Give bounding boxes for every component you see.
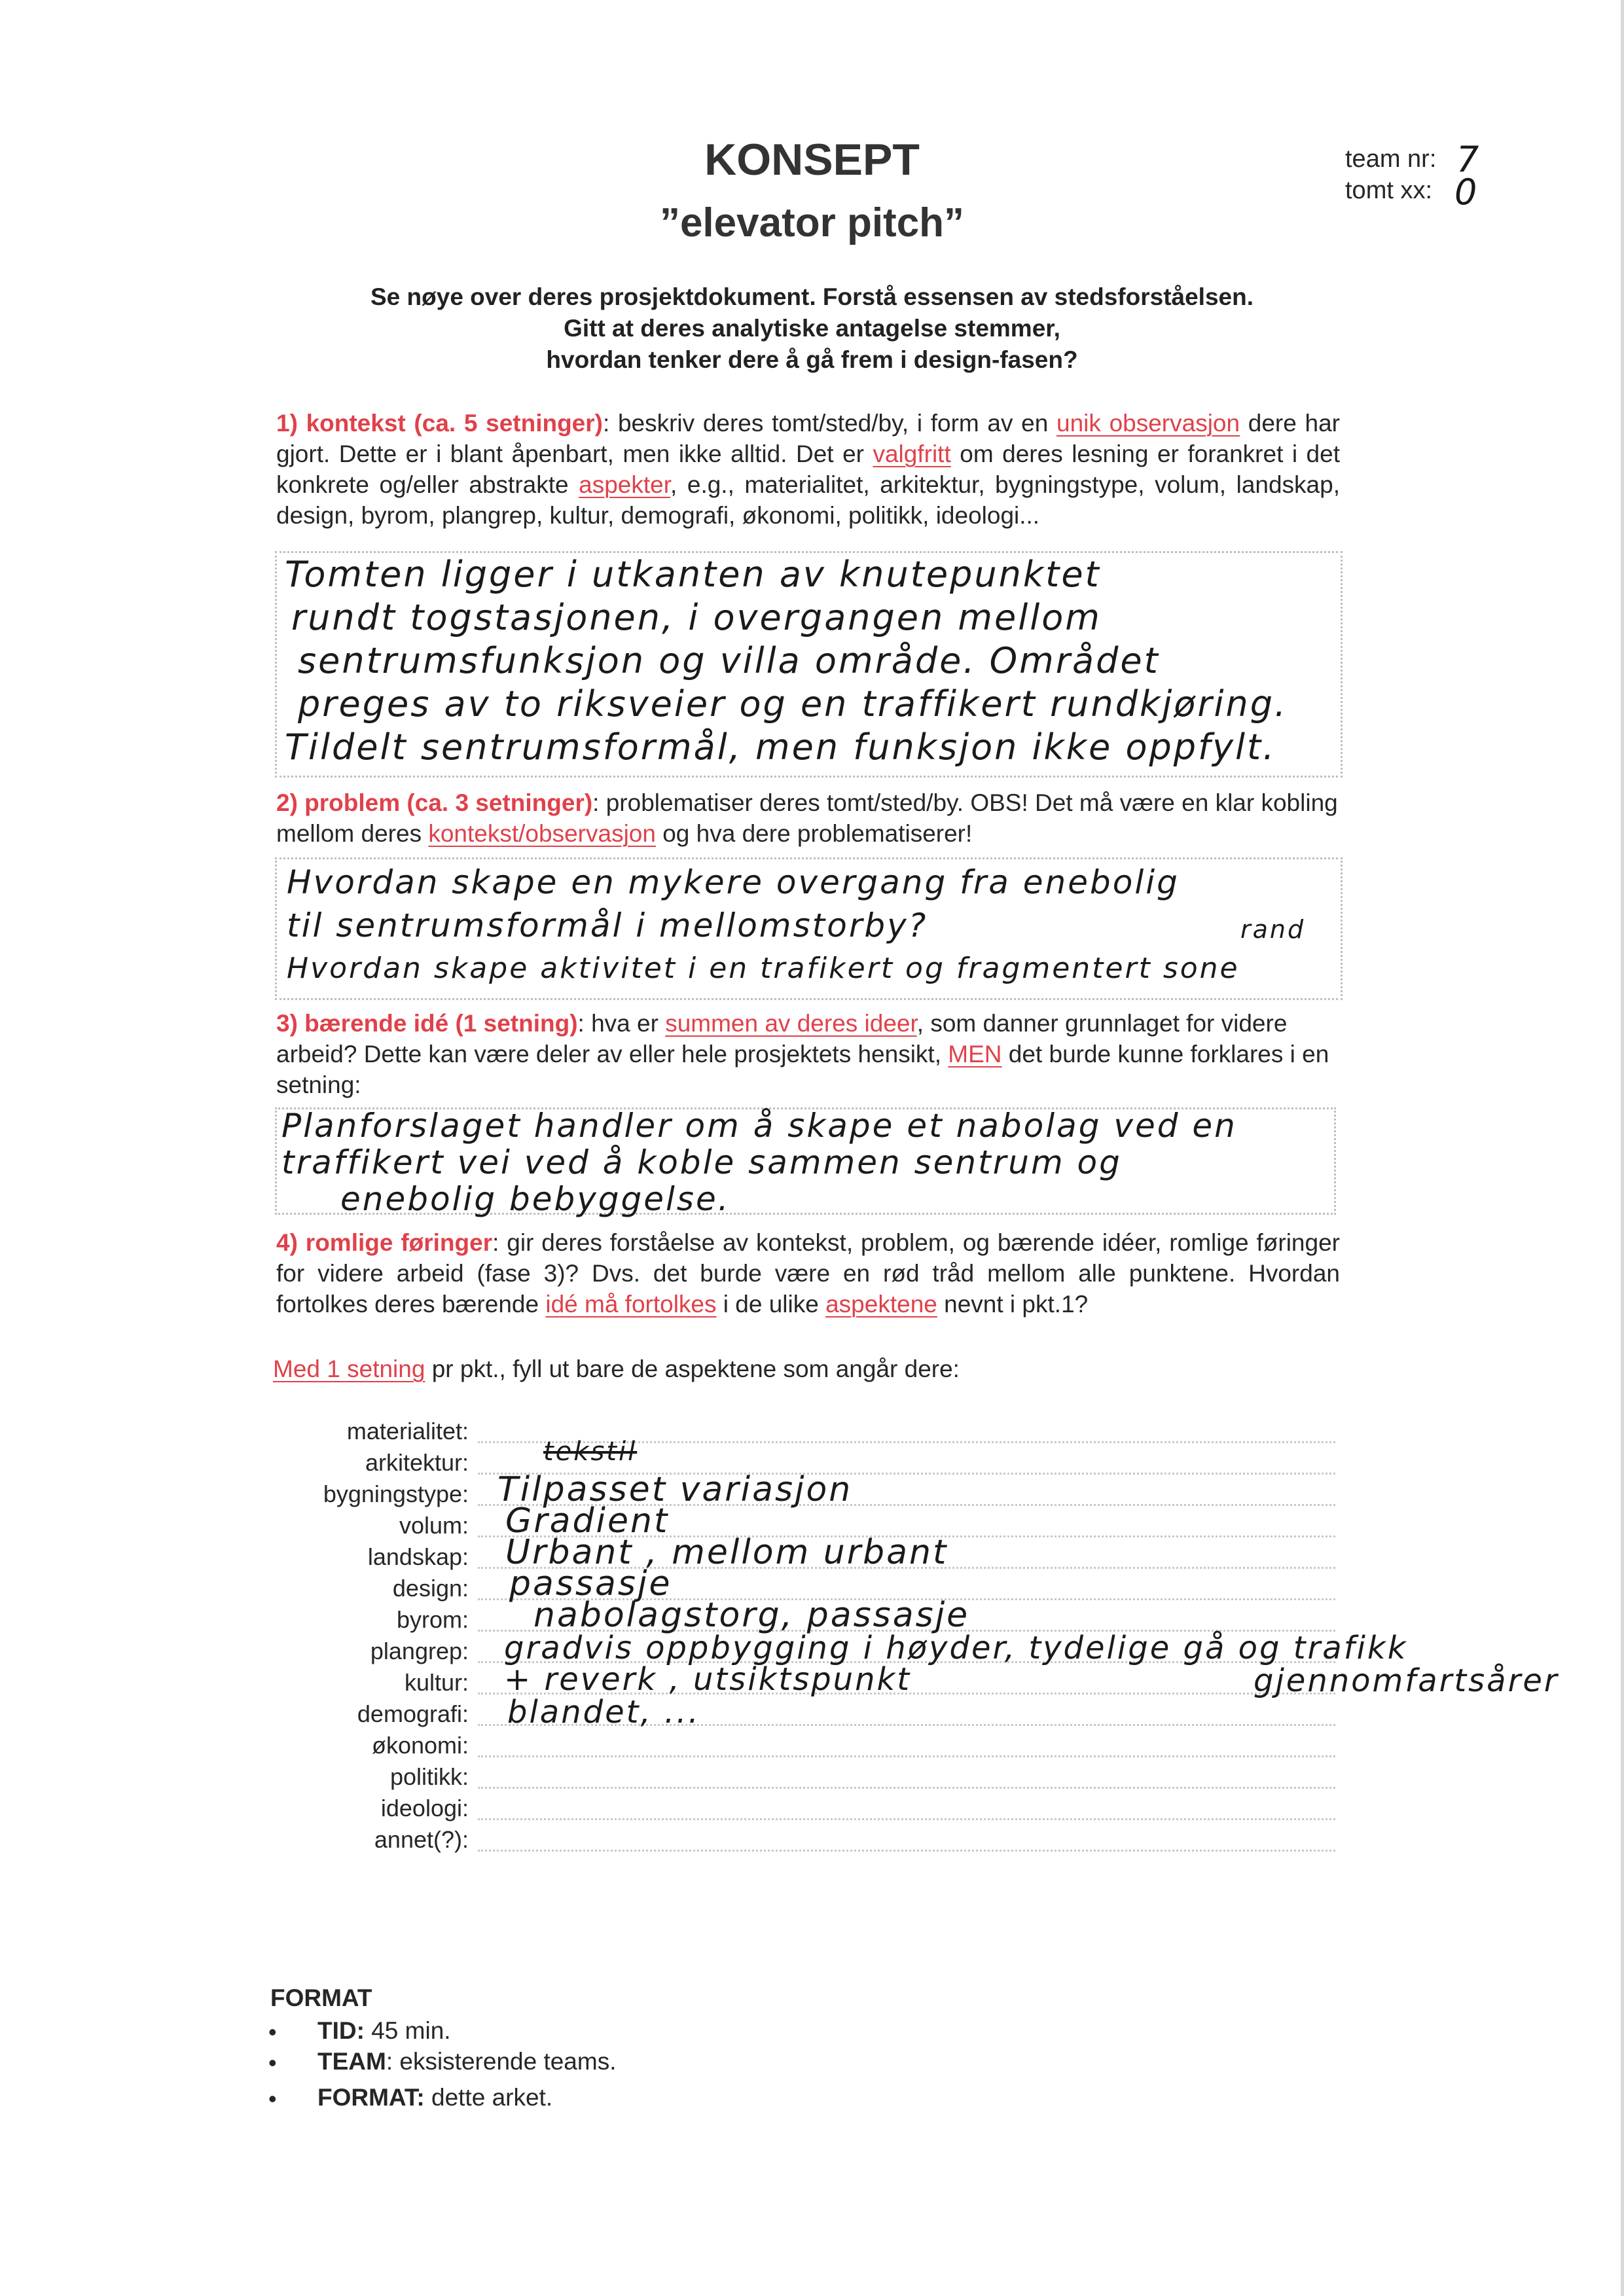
q2-answer-line: til sentrumsformål i mellomstorby? [287, 906, 928, 944]
q4-text: nevnt i pkt.1? [937, 1291, 1089, 1318]
aspect-label-materialitet: materialitet: [346, 1418, 469, 1444]
q3-link-men[interactable]: MEN [948, 1041, 1002, 1067]
q2-link-kontekst[interactable]: kontekst/observasjon [428, 820, 656, 847]
aspect-answer-volum[interactable]: Gradient [505, 1501, 670, 1541]
intro-line-1: Se nøye over deres prosjektdokument. Forstå essensen av stedsforståelsen. [370, 283, 1254, 310]
q4-prompt [276, 1227, 1340, 1319]
q1-answer-line: Tomten ligger i utkanten av knutepunktet [285, 554, 1101, 595]
q3-text: det burde kunne forklares i en setning: [276, 1041, 1329, 1098]
aspect-label-design: design: [392, 1575, 469, 1602]
format-heading: FORMAT [270, 1984, 372, 2011]
q3-text: , som danner grunnlaget for videre arbeid? Dette kan være deler av eller hele prosjektets hensikt, [276, 1010, 1288, 1067]
q1-text: : beskriv deres tomt/sted/by, i form av en [602, 410, 1057, 437]
aspect-label-plangrep: plangrep: [370, 1638, 469, 1664]
q3-answer [281, 1107, 1237, 1217]
q1-answer-line: sentrumsfunksjon og villa område. Området [298, 640, 1160, 681]
intro-line-3: hvordan tenker dere å gå frem i design-fasen? [546, 346, 1078, 373]
q4-link-aspektene[interactable]: aspektene [825, 1291, 937, 1318]
format-item-value: dette arket. [424, 2084, 553, 2111]
q2-heading: 2) problem (ca. 3 setninger) [276, 789, 593, 816]
page-subtitle: ”elevator pitch” [659, 200, 965, 245]
aspect-label-ideologi: ideologi: [380, 1795, 469, 1821]
aspect-label-okonomi: økonomi: [371, 1732, 469, 1759]
q4-link-ide[interactable]: idé må fortolkes [545, 1291, 717, 1318]
aspect-label-annet: annet(?): [374, 1826, 469, 1853]
aspect-answer-kultur[interactable]: + reverk , utsiktspunkt [504, 1661, 912, 1698]
aspect-answer-byrom[interactable]: nabolagstorg, passasje [533, 1596, 970, 1635]
q2-answer-line: Hvordan skape aktivitet i en trafikert og fragmentert sone [287, 952, 1240, 985]
q3-answer-line: Planforslaget handler om å skape et nabolag ved en [281, 1107, 1237, 1145]
q2-prompt [276, 787, 1340, 849]
team-label: team nr: [1345, 145, 1437, 173]
format-item-value: : eksisterende teams. [386, 2048, 617, 2075]
tomt-label: tomt xx: [1345, 177, 1433, 204]
aspect-answer-plangrep-extra: gjennomfartsårer [1254, 1662, 1559, 1699]
q1-prompt [276, 408, 1340, 531]
q1-answer-line: rundt togstasjonen, i overgangen mellom [291, 597, 1102, 638]
team-value: 7 [1456, 139, 1481, 180]
bullet-icon: • [268, 2049, 277, 2076]
format-item-value: 45 min. [364, 2017, 451, 2044]
q3-answer-line: traffikert vei ved å koble sammen sentrum og [281, 1143, 1122, 1181]
aspect-label-volum: volum: [399, 1512, 469, 1539]
bullet-icon: • [268, 2085, 277, 2112]
aspect-answer-plangrep[interactable]: gradvis oppbygging i høyder, tydelige gå og trafikk [504, 1630, 1408, 1666]
aspect-label-bygningstype: bygningstype: [323, 1480, 469, 1507]
q2-answer [287, 861, 1240, 990]
q4-link-med-1-setning[interactable]: Med 1 setning [273, 1355, 425, 1382]
q3-answer-line: enebolig bebyggelse. [340, 1180, 731, 1218]
q1-answer-line: preges av to riksveier og en traffikert rundkjøring. [298, 683, 1288, 725]
format-item-tid [317, 2017, 451, 2045]
aspect-label-demografi: demografi: [357, 1700, 469, 1727]
q4-instruction [273, 1354, 960, 1384]
aspect-answer-demografi[interactable]: blandet, ... [507, 1694, 700, 1731]
scan-edge [1621, 0, 1624, 2296]
q1-answer [285, 553, 1288, 769]
q2-answer-line: Hvordan skape en mykere overgang fra enebolig [287, 863, 1180, 901]
aspect-answer-arkitektur[interactable]: tekstil [543, 1437, 638, 1467]
q1-answer-line: Tildelt sentrumsformål, men funksjon ikke oppfylt. [285, 726, 1276, 768]
q3-link-summen[interactable]: summen av deres ideer [665, 1010, 917, 1037]
intro [0, 281, 1624, 376]
page-title: KONSEPT [704, 135, 920, 185]
q3-heading: 3) bærende idé (1 setning) [276, 1010, 578, 1037]
aspect-rule [478, 1818, 1335, 1820]
q1-link-aspekter[interactable]: aspekter [579, 471, 671, 498]
bullet-icon: • [268, 2018, 277, 2045]
aspect-rule [478, 1850, 1335, 1852]
aspect-label-kultur: kultur: [404, 1669, 469, 1696]
aspect-answer-design[interactable]: passasje [509, 1564, 672, 1604]
q3-text: : hva er [577, 1010, 666, 1037]
aspect-answer-landskap[interactable]: Urbant , mellom urbant [505, 1533, 948, 1572]
q1-heading: 1) kontekst (ca. 5 setninger) [276, 410, 603, 437]
q1-text: dere har gjort. Dette er i blant åpenbart, men ikke alltid. Det er [276, 410, 1340, 467]
format-item-key: FORMAT: [317, 2084, 425, 2111]
intro-line-2: Gitt at deres analytiske antagelse stemmer, [564, 315, 1060, 342]
aspect-answer-bygningstype[interactable]: Tilpasset variasjon [497, 1470, 853, 1509]
q4-heading: 4) romlige føringer [276, 1229, 493, 1256]
q2-text: : problematiser deres tomt/sted/by. OBS! Det må være en klar kobling mellom deres [276, 789, 1338, 847]
aspect-label-byrom: byrom: [396, 1606, 469, 1633]
q1-link-valgfritt[interactable]: valgfritt [873, 440, 951, 467]
q2-insert-note: rand [1240, 915, 1306, 944]
aspect-label-arkitektur: arkitektur: [365, 1449, 469, 1476]
q3-prompt [276, 1008, 1340, 1100]
format-item-team [317, 2048, 617, 2075]
q1-text: om deres lesning er forankret i det konkrete og/eller abstrakte [276, 440, 1340, 498]
aspect-label-politikk: politikk: [389, 1763, 469, 1790]
format-item-key: TEAM [317, 2048, 386, 2075]
format-item-format [317, 2084, 552, 2111]
format-item-key: TID: [317, 2017, 365, 2044]
q2-text: og hva dere problematiserer! [655, 820, 973, 847]
aspect-rule [478, 1787, 1335, 1789]
tomt-value: 0 [1454, 171, 1479, 213]
q1-link-observasjon[interactable]: unik observasjon [1056, 410, 1240, 437]
q4-text: i de ulike [716, 1291, 826, 1318]
q1-text: , e.g., materialitet, arkitektur, bygningstype, volum, landskap, design, byrom, plangrep, kultur, demografi, økonomi, politikk, ideologi... [276, 471, 1340, 529]
aspect-rule [478, 1755, 1335, 1757]
q4-text: : gir deres forståelse av kontekst, problem, og bærende idéer, romlige føringer for videre arbeid (fase 3)? Dvs. det burde være en rød tråd mellom alle punktene. Hvordan fortolkes deres bærende [276, 1229, 1340, 1318]
aspect-label-landskap: landskap: [367, 1543, 469, 1570]
q4-instruction-text: pr pkt., fyll ut bare de aspektene som angår dere: [425, 1355, 960, 1382]
